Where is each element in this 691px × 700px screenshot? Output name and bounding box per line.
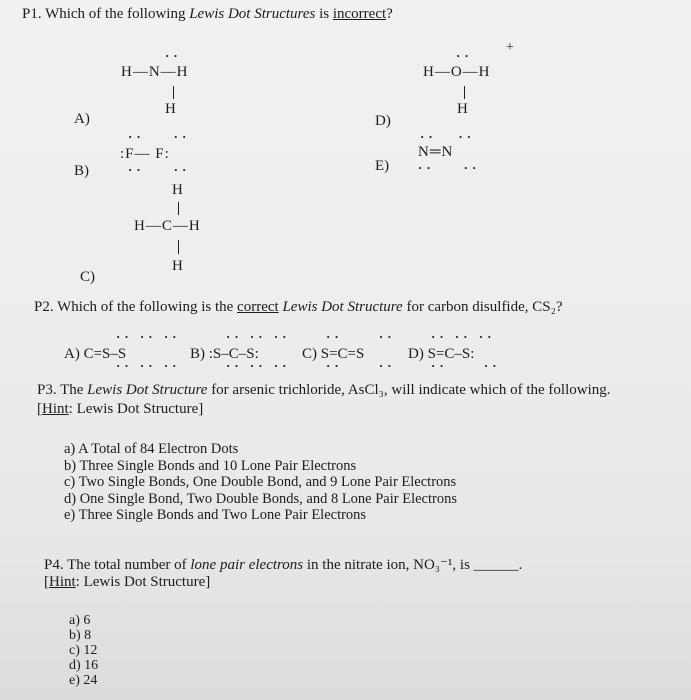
- p1-text-mid: is: [319, 6, 330, 22]
- ch4-bottom-h: H: [172, 258, 184, 274]
- lone-pair-dots: ··: [165, 48, 182, 63]
- p3-hint-text: : Lewis Dot Structure]: [68, 401, 204, 417]
- lone-pair-dots: ·· ·· ··: [116, 358, 181, 373]
- option-label-d: D): [375, 113, 391, 129]
- p4-text: The total number of: [67, 557, 187, 573]
- p3-question: [37, 382, 611, 399]
- lone-pair-dots: ·· ·· ··: [226, 329, 291, 344]
- p4-question: [44, 555, 522, 574]
- p3-hint-label: Hint: [42, 401, 69, 417]
- p4-choice-c: c) 12: [69, 643, 98, 658]
- p4-italic-text: lone pair electrons: [190, 557, 304, 573]
- bond-line: [178, 240, 179, 254]
- p3-choices: [64, 441, 457, 524]
- p3-choice-b: b) Three Single Bonds and 10 Lone Pair Electrons: [64, 457, 357, 474]
- p2-underlined-text: correct: [237, 299, 279, 315]
- h3o-bottom-h: H: [457, 101, 469, 117]
- option-label-c: C): [80, 269, 95, 285]
- nh3-top-row: H—N—H: [121, 64, 189, 80]
- p4-choice-b: b) 8: [69, 628, 92, 643]
- lone-pair-dots: ·· ·· ··: [431, 329, 496, 344]
- p2-option-a: A) C=S–S: [64, 346, 127, 362]
- p4-choice-d: d) 16: [69, 658, 99, 673]
- h3o-top-row: H—O—H: [423, 64, 491, 80]
- p1-number: P1.: [22, 6, 42, 22]
- p3-choice-a: a) A Total of 84 Electron Dots: [64, 441, 239, 457]
- f2-row: :F— F:: [120, 146, 170, 162]
- lone-pair-dots: ·· ··: [128, 129, 191, 144]
- p3-text: for arsenic trichloride, AsCl₃, will indicate which of the following.: [211, 382, 611, 398]
- p4-hint: [Hint: Lewis Dot Structure]: [44, 574, 211, 590]
- p4-choice-a: a) 6: [69, 613, 91, 628]
- bond-line: [178, 202, 179, 215]
- lone-pair-dots: ·· ··: [326, 358, 396, 373]
- p3-choice-d: d) One Single Bond, Two Double Bonds, and 8 Lone Pair Electrons: [64, 490, 457, 507]
- p4-hint-text: : Lewis Dot Structure]: [75, 574, 211, 590]
- nh3-bottom-h: H: [165, 101, 177, 117]
- p1-text: Which of the following: [45, 6, 186, 22]
- lone-pair-dots: ·· ··: [420, 129, 476, 144]
- p1-underlined-text: incorrect: [332, 6, 387, 22]
- bond-line: [173, 86, 174, 99]
- p3-number: P3.: [37, 382, 57, 398]
- p4-hint-label: Hint: [49, 574, 76, 590]
- p2-question: [34, 299, 563, 316]
- p4-text-after: in the nitrate ion, NO₃⁻¹, is ______.: [306, 557, 523, 573]
- p3-hint: [Hint: Lewis Dot Structure]: [37, 401, 204, 417]
- lone-pair-dots: ··: [456, 48, 473, 63]
- p2-option-b: B) :S–C–S:: [190, 346, 259, 362]
- ch4-middle-row: H—C—H: [134, 218, 201, 234]
- lone-pair-dots: ·· ·· ··: [116, 329, 181, 344]
- ch4-top-h: H: [172, 182, 184, 198]
- p4-choice-e: e) 24: [69, 673, 98, 688]
- p2-number: P2.: [34, 299, 54, 315]
- p1-question: [22, 6, 393, 23]
- p3-choice-e: e) Three Single Bonds and Two Lone Pair Electrons: [64, 507, 367, 523]
- n2-row: N═N: [418, 144, 454, 160]
- p2-option-c: C) S=C=S: [302, 346, 365, 362]
- p3-text-the: The: [60, 382, 84, 398]
- p1-italic-text: Lewis Dot Structures: [189, 6, 316, 22]
- p2-italic-text: Lewis Dot Structure: [282, 299, 403, 315]
- p2-option-d: D) S=C–S:: [408, 346, 475, 362]
- option-label-a: A): [74, 111, 90, 127]
- bond-line: [464, 86, 465, 99]
- lone-pair-dots: ·· ··: [128, 162, 191, 177]
- p4-number: P4.: [44, 557, 64, 573]
- lone-pair-dots: ·· ··: [326, 329, 396, 344]
- option-label-b: B): [74, 163, 89, 179]
- p3-choice-c: c) Two Single Bonds, One Double Bond, and 9 Lone Pair Electrons: [64, 474, 457, 490]
- p1-question-mark: ?: [386, 6, 393, 22]
- lone-pair-dots: ·· ··: [431, 358, 501, 373]
- lone-pair-dots: ·· ··: [418, 160, 481, 175]
- positive-charge: +: [506, 40, 514, 55]
- p4-choices: [69, 613, 98, 688]
- lone-pair-dots: ·· ·· ··: [226, 358, 291, 373]
- p2-text-after: for carbon disulfide, CS₂?: [406, 299, 563, 315]
- p2-text: Which of the following is the: [57, 299, 234, 315]
- option-label-e: E): [375, 158, 390, 174]
- p3-italic-text: Lewis Dot Structure: [87, 382, 208, 398]
